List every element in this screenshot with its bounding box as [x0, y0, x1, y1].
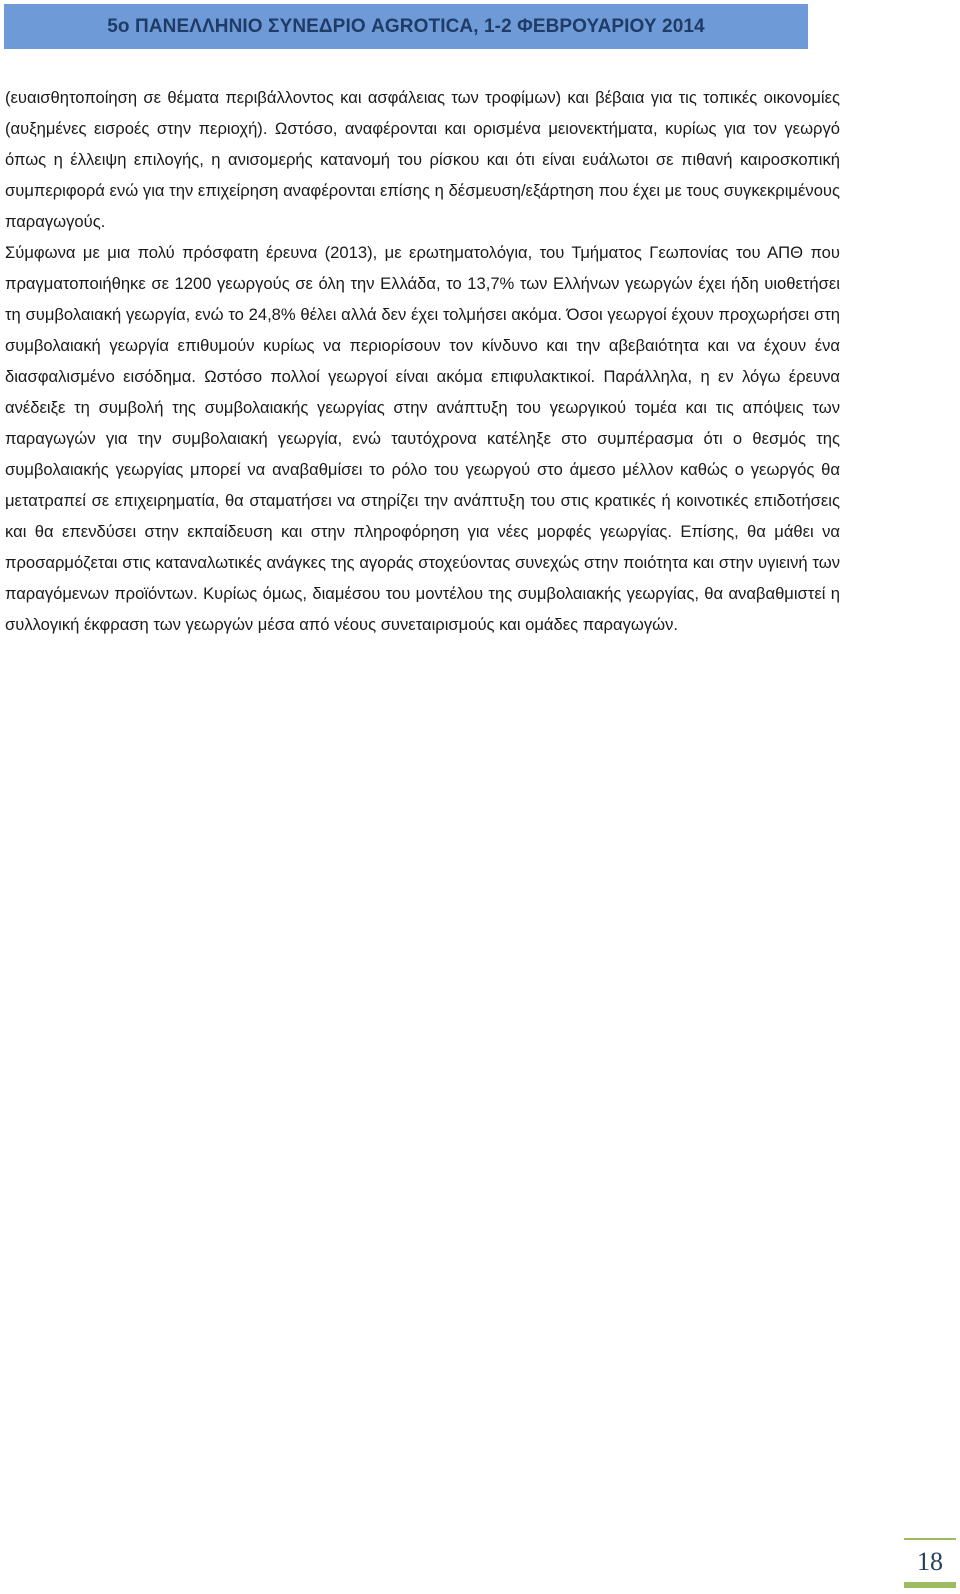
- paragraph-1: (ευαισθητοποίηση σε θέματα περιβάλλοντος και ασφάλειας των τροφίμων) και βέβαια για τις τοπικές οικονομίες (αυξημένες εισροές στην περιοχή). Ωστόσο, αναφέρονται και ορισμένα μειονεκτήματα, κυρίως για τον γεωργό όπως η έλλειψη επιλογής, η ανισομερής κατανομή του ρίσκου και ότι είναι ευάλωτοι σε πιθανή καιροσκοπική συμπεριφορά ενώ για την επιχείρηση αναφέρονται επίσης η δέσμευση/εξάρτηση που έχει με τους συγκεκριμένους παραγωγούς.: [5, 88, 840, 231]
- page-number-bottom-rule: [904, 1582, 956, 1588]
- page-number-box: [904, 1538, 956, 1588]
- conference-title: 5ο ΠΑΝΕΛΛΗΝΙΟ ΣΥΝΕΔΡΙΟ AGROTICA, 1-2 ΦΕΒΡΟΥΑΡΙΟΥ 2014: [107, 15, 705, 37]
- page-header-bar: [4, 4, 808, 49]
- paragraph-2: Σύμφωνα με μια πολύ πρόσφατη έρευνα (2013), με ερωτηματολόγια, του Τμήματος Γεωπονίας του ΑΠΘ που πραγματοποιήθηκε σε 1200 γεωργούς σε όλη την Ελλάδα, το 13,7% των Ελλήνων γεωργών έχει ήδη υιοθετήσει τη συμβολαιακή γεωργία, ενώ το 24,8% θέλει αλλά δεν έχει τολμήσει ακόμα. Όσοι γεωργοί έχουν προχωρήσει στη συμβολαιακή γεωργία επιθυμούν κυρίως να περιορίσουν τον κίνδυνο και την αβεβαιότητα και να έχουν ένα διασφαλισμένο εισόδημα. Ωστόσο πολλοί γεωργοί είναι ακόμα επιφυλακτικοί. Παράλληλα, η εν λόγω έρευνα ανέδειξε τη συμβολή της συμβολαιακής γεωργίας στην ανάπτυξη του γεωργικού τομέα και τις απόψεις των παραγωγών για την συμβολαιακή γεωργία, ενώ ταυτόχρονα κατέληξε στο συμπέρασμα ότι ο θεσμός της συμβολαιακής γεωργίας μπορεί να αναβαθμίσει το ρόλο του γεωργού στο άμεσο μέλλον καθώς ο γεωργός θα μετατραπεί σε επιχειρηματία, θα σταματήσει να στηρίζει την ανάπτυξη του στις κρατικές ή κοινοτικές επιδοτήσεις και θα επενδύσει στην εκπαίδευση και στην πληροφόρηση για νέες μορφές γεωργίας. Επίσης, θα μάθει να προσαρμόζεται στις καταναλωτικές ανάγκες της αγοράς στοχεύοντας συνεχώς στην ποιότητα και στην υγιεινή των παραγόμενων προϊόντων. Κυρίως όμως, διαμέσου του μοντέλου της συμβολαιακής γεωργίας, θα αναβαθμιστεί η συλλογική έκφραση των γεωργών μέσα από νέους συνεταιρισμούς και ομάδες παραγωγών.: [5, 243, 840, 634]
- document-body: [5, 82, 840, 640]
- page-number: 18: [917, 1547, 943, 1576]
- page-number-top-rule: [904, 1538, 956, 1540]
